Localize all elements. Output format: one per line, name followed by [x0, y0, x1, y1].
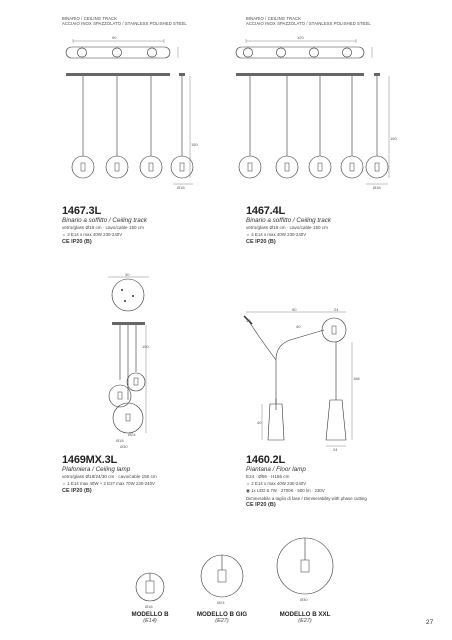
product-subtitle: Binario a soffitto / Ceiling track	[246, 217, 332, 224]
product-1460-2l	[246, 454, 426, 508]
product-subtitle: Binario a soffitto / Ceiling track	[62, 217, 148, 224]
bulb-name: MODELLO B XXL	[279, 611, 331, 618]
product-code: 1467.3L	[62, 205, 101, 217]
dim-floor-base-top: 24	[334, 307, 339, 312]
ce-mark: CE IP20 (B)	[246, 502, 276, 508]
product-power	[62, 232, 232, 237]
bulb-drawings	[136, 538, 333, 601]
dim-floor-arm-diag2: 40	[296, 324, 301, 329]
track-front-view-4l	[236, 73, 389, 184]
product-power-led	[246, 488, 426, 494]
ceiling-lamp-1469mx-drawing	[108, 277, 149, 433]
caption-line: ACCIAIO INOX SPAZZOLATO / STAINLESS POLISHED STEEL	[62, 21, 187, 26]
power-text: 1 E14 max 40W + 2 E27 max 70W 230-240V	[67, 481, 155, 486]
track-top-view-4l	[236, 39, 372, 58]
dim-floor-height: 186	[353, 376, 360, 381]
bulb-icon: ☼	[246, 232, 252, 237]
bulb-icon: ☼	[62, 232, 68, 237]
led-icon: ◉	[246, 488, 252, 493]
ce-mark: CE IP20 (B)	[62, 239, 92, 245]
product-spec: vetro/glass Ø18 cm · cavo/cable 150 cm	[246, 225, 328, 230]
caption-line: BINARIO / CEILING TRACK	[246, 16, 302, 21]
bulb-name: MODELLO B GIG	[196, 611, 248, 618]
bulb-icon: ☼	[62, 481, 68, 486]
page-number: 27	[426, 619, 434, 626]
product-1467-3l	[62, 205, 232, 245]
product-power	[62, 481, 237, 486]
dim-floor-arm-diag1: 30	[246, 318, 251, 323]
product-code: 1467.4L	[246, 205, 285, 217]
ce-mark: CE IP20 (B)	[246, 239, 276, 245]
power-text: 3 E14 x max 40W 230-240V	[67, 232, 123, 237]
product-power	[246, 481, 426, 486]
product-1467-4l	[246, 205, 416, 245]
dim-globe-4l: Ø18	[373, 185, 381, 190]
product-code: 1460.2L	[246, 454, 285, 466]
dim-floor-base: 24	[333, 447, 338, 452]
product-power	[246, 232, 416, 237]
dim-mx-d2: Ø18	[116, 438, 124, 443]
dim-mx-drop: 150	[142, 344, 149, 349]
dim-mx-d3: Ø30	[120, 444, 128, 449]
bulb-icon: ☼	[246, 481, 252, 486]
bulb-model-b-gig	[187, 611, 257, 624]
product-subtitle: Piantana / Floor lamp	[246, 466, 306, 473]
product-subtitle: Plafoniera / Ceiling lamp	[62, 466, 131, 473]
floor-lamp-1460-drawing	[244, 312, 352, 446]
dim-globe-3l: Ø18	[177, 185, 185, 190]
track-front-view-3l	[66, 73, 193, 184]
bulb-socket: (E27)	[298, 618, 312, 624]
dim-mx-d1: Ø24	[128, 432, 136, 437]
dim-track-4l: 120	[297, 35, 304, 40]
product-code: 1469MX.3L	[62, 454, 118, 466]
bulb-model-b-xxl	[270, 611, 340, 624]
power-text: 4 E14 x max 40W 230-240V	[251, 232, 307, 237]
product-1469mx-3l	[62, 454, 237, 494]
bulb-name: MODELLO B	[131, 611, 169, 618]
bulb-socket: (E14)	[143, 618, 157, 624]
ce-mark: CE IP20 (B)	[62, 488, 92, 494]
dim-drop-3l: 150	[191, 142, 198, 147]
track-top-view-3l	[66, 39, 178, 58]
caption-line: ACCIAIO INOX SPAZZOLATO / STAINLESS POLISHED STEEL	[246, 21, 371, 26]
dim-track-3l: 90	[112, 35, 117, 40]
dim-bulb-xxl: Ø30	[300, 597, 308, 602]
product-spec: vetro/glass Ø18/24/30 cm · cavo/cable 150 cm	[62, 474, 157, 479]
product-spec: E24 · Ø56 · H186 cm	[246, 474, 290, 479]
caption-line: BINARIO / CEILING TRACK	[62, 16, 118, 21]
power-led-text: 1x LED 6.7W · 2700K · 500 lm · 230V	[251, 488, 325, 493]
product-spec: vetro/glass Ø18 cm · cavo/cable 150 cm	[62, 225, 144, 230]
dim-floor-arm: 90	[292, 307, 297, 312]
bulb-socket: (E27)	[215, 618, 229, 624]
dim-drop-4l: 150	[390, 136, 397, 141]
dim-bulb-gig: Ø24	[217, 600, 225, 605]
power-text: 2 E14 x max 40W 230-240V	[251, 481, 307, 486]
dim-bulb-b: Ø18	[145, 604, 153, 609]
dim-floor-shade: 40	[257, 420, 262, 425]
product-note: Dimmerabile a taglio di fase / Dimmerability with phase cutting	[246, 496, 367, 501]
dim-mx-canopy: 30	[125, 272, 130, 277]
bulb-model-b	[115, 611, 185, 624]
